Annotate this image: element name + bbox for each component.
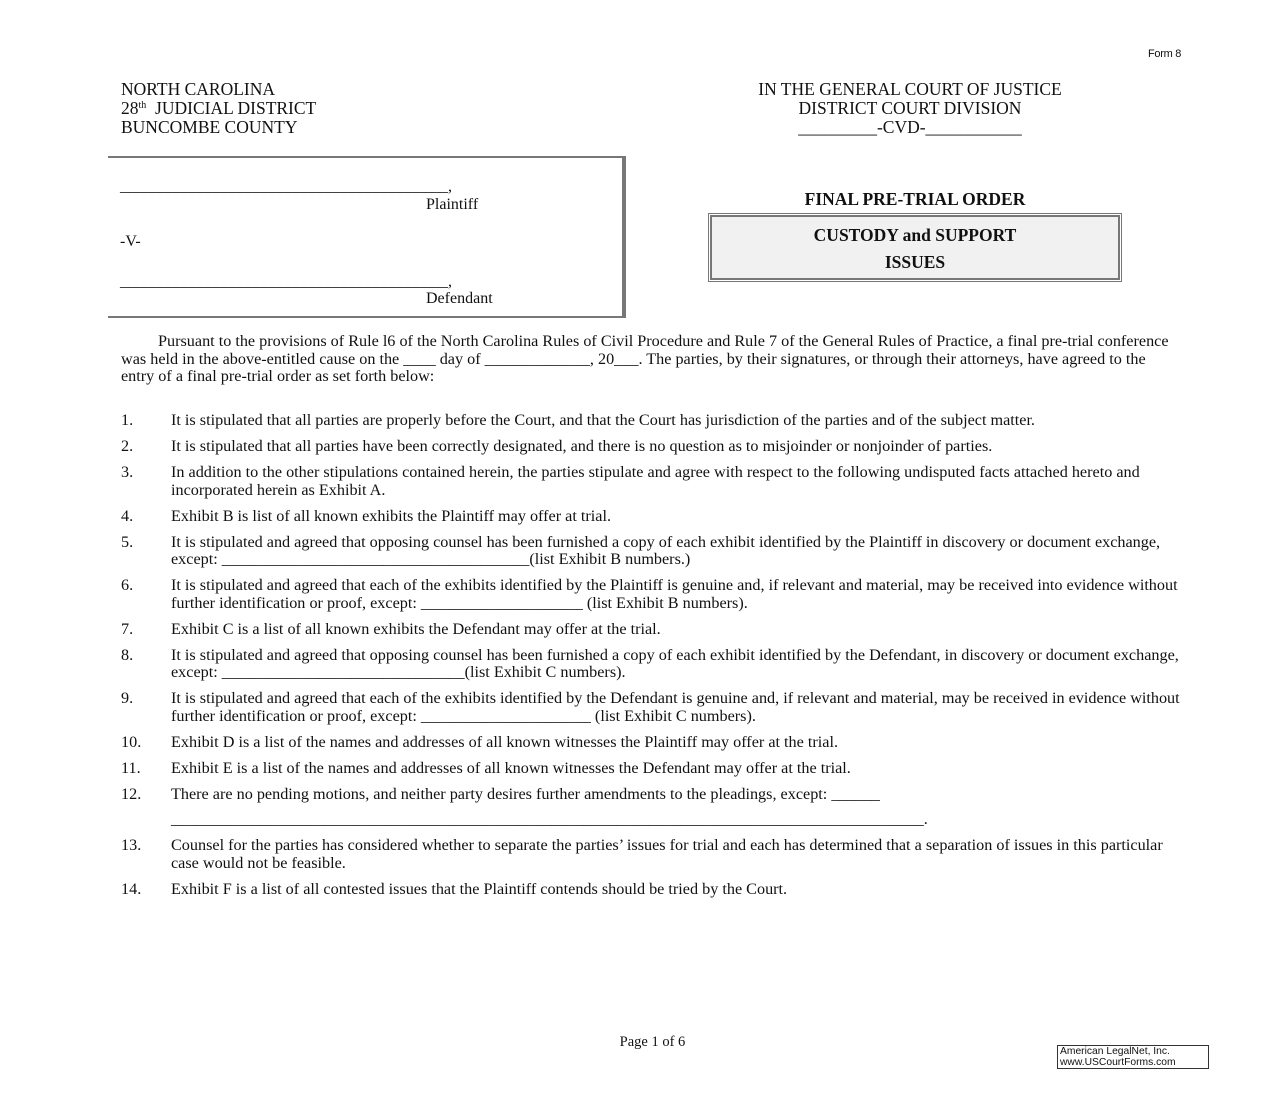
intro-paragraph: Pursuant to the provisions of Rule l6 of the North Carolina Rules of Civil Procedure and Rule 7 of the General Rules of Practice, a final pre-trial conference was held in the above-entitled cause on the ____ day of _____________, 20___. The parties, by their signatures, or through their attorneys, have agreed to the entry of a final pre-trial order as set forth below: <box>121 332 1169 385</box>
item-text: Exhibit D is a list of the names and addresses of all known witnesses the Plaintiff may offer at the trial. <box>171 732 838 751</box>
list-item <box>121 621 1181 639</box>
item-text: It is stipulated and agreed that opposing counsel has been furnished a copy of each exhibit identified by the Plaintiff in discovery or document exchange, except: ______________________________________(list Exhibit B numbers.) <box>171 532 1161 568</box>
item-number: 8. <box>121 645 134 664</box>
item-text: In addition to the other stipulations contained herein, the parties stipulate and agree with respect to the following undisputed facts attached hereto and incorporated herein as Exhibit A. <box>171 463 1140 499</box>
court-division-header <box>660 80 1160 137</box>
item-number: 5. <box>121 532 134 551</box>
court-name: IN THE GENERAL COURT OF JUSTICE <box>758 79 1062 99</box>
list-item <box>121 464 1181 499</box>
item-text: Exhibit E is a list of the names and addresses of all known witnesses the Defendant may offer at the trial. <box>171 758 851 777</box>
defendant-label: Defendant <box>426 290 493 307</box>
item-text <box>171 786 1181 829</box>
list-item <box>121 760 1181 778</box>
item-text: It is stipulated and agreed that opposing counsel has been furnished a copy of each exhibit identified by the Defendant, in discovery or document exchange, except: ______________________________(list Exhibit C numbers). <box>171 645 1179 681</box>
state-name: NORTH CAROLINA <box>121 79 276 99</box>
list-item <box>121 534 1181 569</box>
judicial-district <box>121 99 316 118</box>
district-number: 28 <box>121 98 139 118</box>
item-number: 6. <box>121 576 134 594</box>
case-number-field[interactable]: _________-CVD-___________ <box>798 117 1022 137</box>
case-type-line1: CUSTODY and SUPPORT <box>813 225 1017 245</box>
district-ordinal: th <box>138 100 147 111</box>
item-text: Exhibit C is a list of all known exhibits the Defendant may offer at the trial. <box>171 619 661 638</box>
case-caption-box <box>108 156 626 318</box>
case-type-box <box>710 215 1120 280</box>
vendor-stamp <box>1057 1045 1209 1069</box>
list-item <box>121 412 1181 430</box>
plaintiff-name-field[interactable]: _________________________________________, <box>120 178 452 195</box>
list-item <box>121 438 1181 456</box>
item-text: It is stipulated that all parties have been correctly designated, and there is no question as to misjoinder or nonjoinder of parties. <box>171 437 993 455</box>
item-text: It is stipulated that all parties are properly before the Court, and that the Court has jurisdiction of the parties and of the subject matter. <box>171 411 1035 429</box>
division-name: DISTRICT COURT DIVISION <box>798 98 1022 118</box>
list-item <box>121 577 1181 612</box>
item-number: 9. <box>121 689 134 707</box>
defendant-name-field[interactable]: _________________________________________, <box>120 273 452 290</box>
list-item <box>121 690 1181 725</box>
list-item <box>121 508 1181 526</box>
district-label: JUDICIAL DISTRICT <box>146 98 317 118</box>
item-number: 1. <box>121 411 134 429</box>
case-type-line2: ISSUES <box>884 252 946 272</box>
document-title: FINAL PRE-TRIAL ORDER <box>804 189 1026 209</box>
list-item <box>121 786 1181 829</box>
item-number: 7. <box>121 619 134 638</box>
list-item <box>121 734 1181 752</box>
item-number: 4. <box>121 506 134 525</box>
vendor-name: American LegalNet, Inc. <box>1060 1046 1170 1057</box>
item-number: 14. <box>121 879 142 898</box>
versus-label: -V- <box>120 233 141 250</box>
page-number: Page 1 of 6 <box>619 1034 686 1050</box>
plaintiff-label: Plaintiff <box>426 196 479 213</box>
county-name: BUNCOMBE COUNTY <box>121 117 298 137</box>
item-text: Exhibit B is list of all known exhibits the Plaintiff may offer at trial. <box>171 506 612 525</box>
list-item <box>121 837 1181 872</box>
item-number: 12. <box>121 784 142 803</box>
item-number: 10. <box>121 732 142 751</box>
list-item <box>121 647 1181 682</box>
court-location-header <box>121 80 316 137</box>
item-text: It is stipulated and agreed that each of the exhibits identified by the Plaintiff is genuine and, if relevant and material, may be received into evidence without further identification or proof, except: ____________________ (list Exhibit B numbers). <box>171 576 1178 612</box>
item-text-main: There are no pending motions, and neither party desires further amendments to the pleadings, except: ______ <box>171 784 880 803</box>
list-item <box>121 881 1181 899</box>
item-text: Counsel for the parties has considered whether to separate the parties’ issues for trial and each has determined that a separation of issues in this particular case would not be feasible. <box>171 836 1163 872</box>
amendments-blank-field[interactable]: _____________________________________________________________________________________________. <box>171 810 928 828</box>
item-number: 11. <box>121 758 141 777</box>
item-number: 13. <box>121 836 142 854</box>
item-number: 3. <box>121 463 134 481</box>
item-text: It is stipulated and agreed that each of the exhibits identified by the Defendant is genuine and, if relevant and material, may be received in evidence without further identification or proof, except: _____________________ (list Exhibit C numbers). <box>171 689 1180 725</box>
form-number: Form 8 <box>1148 48 1182 60</box>
item-number: 2. <box>121 437 134 455</box>
stipulation-list <box>121 412 1181 907</box>
vendor-url: www.USCourtForms.com <box>1060 1057 1176 1068</box>
item-text: Exhibit F is a list of all contested issues that the Plaintiff contends should be tried by the Court. <box>171 879 788 898</box>
